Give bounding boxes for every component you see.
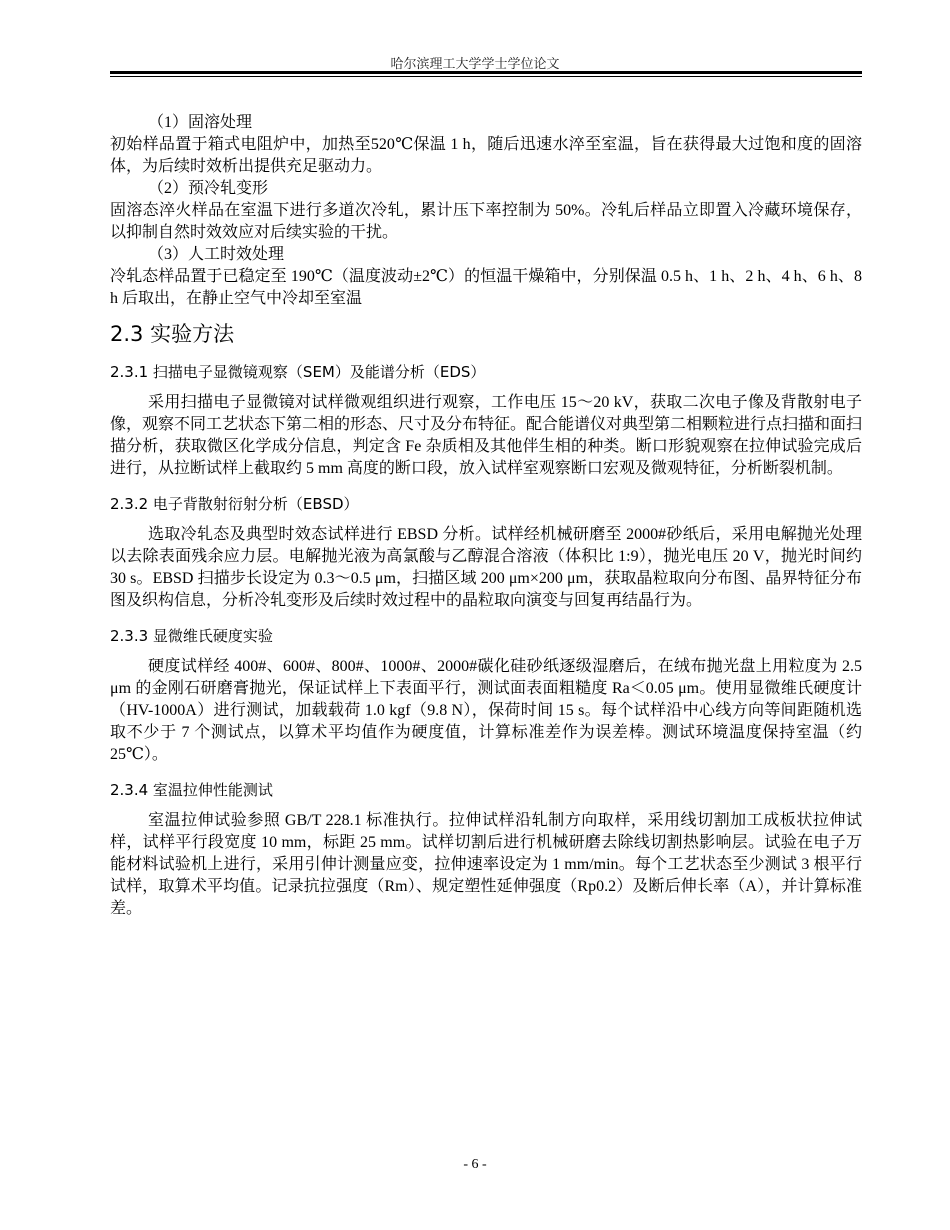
step1-text: 初始样品置于箱式电阻炉中，加热至520℃保温 1 h，随后迅速水淬至室温，旨在获得最大过饱和度的固溶体，为后续时效析出提供充足驱动力。 (110, 136, 862, 175)
step2-title: （2）预冷轧变形 (148, 180, 269, 197)
subsection-2-3-1-text: 采用扫描电子显微镜对试样微观组织进行观察，工作电压 15～20 kV，获取二次电子像及背散射电子像，观察不同工艺状态下第二相的形态、尺寸及分布特征。配合能谱仪对典型第二相颗粒进行点扫描和面扫描分析，获取微区化学成分信息，判定含 Fe 杂质相及其他伴生相的种类。断口形貌观察在拉伸试验完成后进行，从拉断试样上截取约 5 mm 高度的断口段，放入试样室观察断口宏观及微观特征，分析断裂机制。 (110, 394, 863, 477)
step1-title: （1）固溶处理 (148, 114, 253, 131)
page-body (110, 112, 862, 920)
subsection-2-3-4-title: 2.3.4 室温拉伸性能测试 (110, 781, 273, 799)
section-title: 2.3 实验方法 (110, 322, 235, 346)
step3-text: 冷轧态样品置于已稳定至 190℃（温度波动±2℃）的恒温干燥箱中，分别保温 0.5 h、1 h、2 h、4 h、6 h、8 h 后取出，在静止空气中冷却至室温 (110, 268, 862, 307)
subsection-2-3-3-title: 2.3.3 显微维氏硬度实验 (110, 627, 273, 645)
subsection-2-3-3-text: 硬度试样经 400#、600#、800#、1000#、2000#碳化硅砂纸逐级湿磨后，在绒布抛光盘上用粒度为 2.5 μm 的金刚石研磨膏抛光，保证试样上下表面平行，测试面表面粗糙度 Ra＜0.05 μm。使用显微维氏硬度计（HV-1000A）进行测试，加载载荷 1.0 kgf（9.8 N），保荷时间 15 s。每个试样沿中心线方向等间距随机选取不少于 7 个测试点，以算术平均值作为硬度值，计算标准差作为误差棒。测试环境温度保持室温（约 25℃）。 (110, 658, 862, 763)
subsection-2-3-1-title: 2.3.1 扫描电子显微镜观察（SEM）及能谱分析（EDS） (110, 363, 486, 381)
subsection-2-3-2-text: 选取冷轧态及典型时效态试样进行 EBSD 分析。试样经机械研磨至 2000#砂纸后，采用电解抛光处理以去除表面残余应力层。电解抛光液为高氯酸与乙醇混合溶液（体积比 1:9），抛光电压 20 V，抛光时间约 30 s。EBSD 扫描步长设定为 0.3～0.5 μm，扫描区域 200 μm×200 μm，获取晶粒取向分布图、晶界特征分布图及织构信息，分析冷轧变形及后续时效过程中的晶粒取向演变与回复再结晶行为。 (110, 526, 862, 609)
step3-title: （3）人工时效处理 (148, 246, 285, 263)
page-number: - 6 - (463, 1157, 487, 1172)
header-rule-thin (110, 76, 862, 77)
step2-text: 固溶态淬火样品在室温下进行多道次冷轧，累计压下率控制为 50%。冷轧后样品立即置入冷藏环境保存，以抑制自然时效效应对后续实验的干扰。 (110, 202, 862, 241)
subsection-2-3-4-text: 室温拉伸试验参照 GB/T 228.1 标准执行。拉伸试样沿轧制方向取样，采用线切割加工成板状拉伸试样，试样平行段宽度 10 mm，标距 25 mm。试样切割后进行机械研磨去除线切割热影响层。试验在电子万能材料试验机上进行，采用引伸计测量应变，拉伸速率设定为 1 mm/min。每个工艺状态至少测试 3 根平行试样，取算术平均值。记录抗拉强度（Rm）、规定塑性延伸强度（Rp0.2）及断后伸长率（A），并计算标准差。 (110, 812, 862, 917)
header-rule-thick (110, 71, 862, 74)
header-title: 哈尔滨理工大学学士学位论文 (390, 56, 560, 71)
subsection-2-3-2-title: 2.3.2 电子背散射衍射分析（EBSD） (110, 495, 359, 513)
